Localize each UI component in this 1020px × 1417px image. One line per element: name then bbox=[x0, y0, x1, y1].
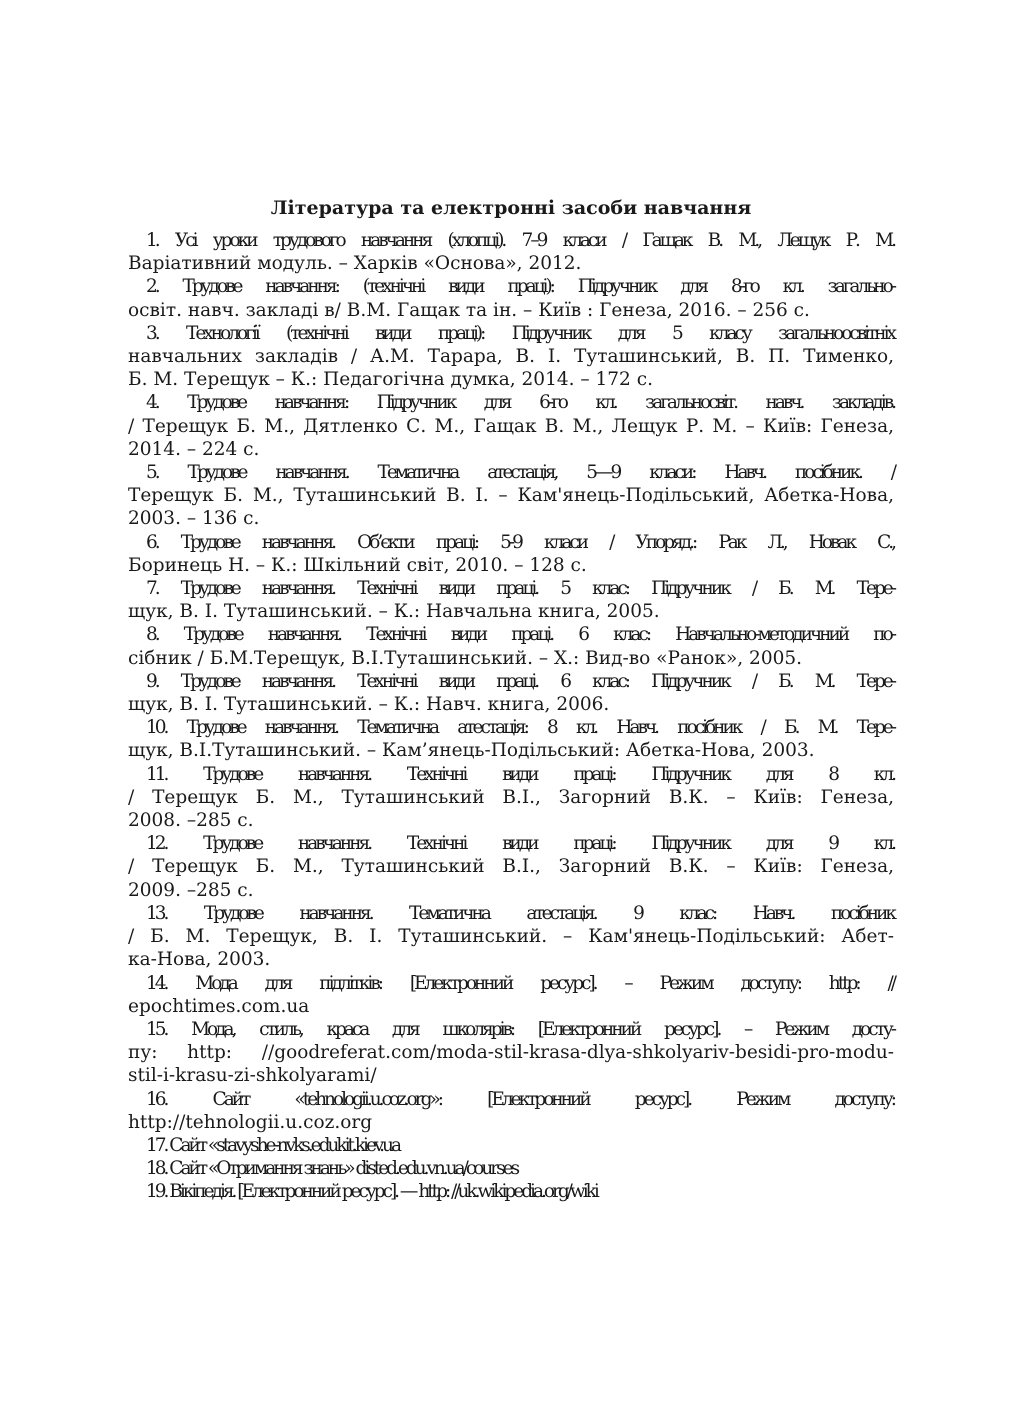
reference-item bbox=[128, 391, 894, 461]
reference-line: / Терещук Б. М., Туташинський В.І., Загорний В.К. – Київ: Генеза, bbox=[128, 856, 894, 878]
reference-item bbox=[128, 577, 894, 623]
reference-line: Терещук Б. М., Туташинський В. І. – Кам'янець-Подільський, Абетка-Нова, bbox=[128, 485, 894, 507]
reference-line: щук, В. І. Туташинський. – К.: Навч. книга, 2006. bbox=[128, 694, 610, 716]
reference-line: навчальних закладів / А.М. Тарара, В. І. Туташинський, В. П. Тименко, bbox=[128, 346, 894, 368]
reference-item bbox=[128, 832, 894, 902]
reference-item bbox=[128, 1018, 894, 1088]
reference-item bbox=[128, 763, 894, 833]
reference-item bbox=[128, 229, 894, 275]
reference-line: Б. М. Терещук – К.: Педагогічна думка, 2014. – 172 с. bbox=[128, 369, 653, 391]
reference-line: / Б. М. Терещук, В. І. Туташинський. – Кам'янець-Подільський: Абет- bbox=[128, 926, 894, 948]
reference-line: ка-Нова, 2003. bbox=[128, 949, 271, 971]
reference-item bbox=[128, 902, 894, 972]
reference-line: пу: http: //goodreferat.com/moda-stil-krasa-dlya-shkolyariv-besidi-pro-modu- bbox=[128, 1042, 894, 1064]
reference-line: сібник / Б.М.Терещук, В.І.Туташинський. – Х.: Вид-во «Ранок», 2005. bbox=[128, 647, 803, 669]
reference-list bbox=[128, 229, 894, 1204]
reference-item bbox=[128, 1157, 894, 1180]
reference-line: 1. Усі уроки трудового навчання (хлопці). 7–9 класи / Гащак В. М., Лещук Р. М. bbox=[146, 230, 894, 251]
reference-line: 7. Трудове навчання. Технічні види праці. 5 клас: Підручник / Б. М. Тере- bbox=[146, 578, 894, 600]
reference-line: щук, В.І.Туташинський. – Кам’янець-Подільський: Абетка-Нова, 2003. bbox=[128, 740, 815, 762]
reference-line: 2009. –285 с. bbox=[128, 879, 254, 901]
reference-item bbox=[128, 461, 894, 531]
reference-line: 13. Трудове навчання. Тематична атестація. 9 клас: Навч. посібник bbox=[146, 902, 894, 924]
reference-item bbox=[128, 623, 894, 669]
reference-line: 18. Сайт «Отримання знань» disted.edu.vn.ua/courses bbox=[146, 1158, 518, 1180]
reference-line: освіт. навч. закладі в/ В.М. Гащак та ін. – Київ : Генеза, 2016. – 256 с. bbox=[128, 299, 810, 321]
reference-line: 19. Вікіпедія. [Електронний ресурс]. — http: //uk.wikipedia.org/wiki bbox=[146, 1181, 597, 1203]
reference-line: epochtimes.com.ua bbox=[128, 995, 310, 1017]
reference-line: 2. Трудове навчання: (технічні види праці): Підручник для 8-го кл. загально- bbox=[146, 276, 894, 298]
reference-line: 3. Технології (технічні види праці): Підручник для 5 класу загальноосвітніх bbox=[146, 322, 894, 344]
reference-item bbox=[128, 716, 894, 762]
reference-line: Боринець Н. – К.: Шкільний світ, 2010. – 128 с. bbox=[128, 554, 587, 576]
reference-line: / Терещук Б. М., Дятленко С. М., Гащак В. М., Лещук Р. М. – Київ: Генеза, bbox=[128, 415, 894, 437]
reference-line: 2008. –285 с. bbox=[128, 810, 254, 832]
reference-item bbox=[128, 1134, 894, 1157]
reference-line: / Терещук Б. М., Туташинський В.І., Загорний В.К. – Київ: Генеза, bbox=[128, 786, 894, 808]
reference-item bbox=[128, 1180, 894, 1203]
reference-line: 17. Сайт «stavyshe-nvks.edukit.kiev.ua bbox=[146, 1134, 399, 1156]
reference-item bbox=[128, 1088, 894, 1134]
reference-line: 8. Трудове навчання. Технічні види праці. 6 клас: Навчально-методичний по- bbox=[146, 624, 894, 646]
reference-line: 14. Мода для підлітків: [Електронний ресурс]. – Режим доступу: http: // bbox=[146, 972, 894, 994]
reference-item bbox=[128, 972, 894, 1018]
reference-line: 12. Трудове навчання. Технічні види праці: Підручник для 9 кл. bbox=[146, 833, 894, 855]
reference-line: 11. Трудове навчання. Технічні види праці: Підручник для 8 кл. bbox=[146, 763, 894, 785]
reference-item bbox=[128, 670, 894, 716]
reference-line: stil-i-krasu-zi-shkolyarami/ bbox=[128, 1065, 377, 1087]
reference-line: 10. Трудове навчання. Тематична атестація: 8 кл. Навч. посібник / Б. М. Тере- bbox=[146, 717, 894, 739]
reference-line: 15. Мода, стиль, краса для школярів: [Електронний ресурс]. – Режим досту- bbox=[146, 1018, 894, 1040]
reference-item bbox=[128, 275, 894, 321]
reference-line: 4. Трудове навчання: Підручник для 6-го кл. загальносвіт. навч. закладів. bbox=[146, 392, 894, 414]
reference-line: http://tehnologii.u.coz.org bbox=[128, 1111, 373, 1133]
page-title: Література та електронні засоби навчання bbox=[270, 197, 752, 219]
reference-item bbox=[128, 531, 894, 577]
reference-line: Варіативний модуль. – Харків «Основа», 2012. bbox=[128, 253, 582, 275]
reference-line: 9. Трудове навчання. Технічні види праці. 6 клас: Підручник / Б. М. Тере- bbox=[146, 670, 894, 692]
reference-line: 2014. – 224 с. bbox=[128, 438, 260, 460]
reference-line: 2003. – 136 с. bbox=[128, 508, 260, 530]
reference-line: 6. Трудове навчання. Об’єкти праці: 5-9 класи / Упоряд.: Рак Л., Новак С., bbox=[146, 531, 894, 553]
reference-line: 16. Сайт «tehnologii.u.coz.org»: [Електронний ресурс]. Режим доступу: bbox=[146, 1088, 894, 1110]
reference-item bbox=[128, 322, 894, 392]
reference-line: щук, В. І. Туташинський. – К.: Навчальна книга, 2005. bbox=[128, 601, 660, 623]
reference-line: 5. Трудове навчання. Тематична атестація, 5—9 класи: Навч. посібник. / bbox=[146, 462, 894, 484]
